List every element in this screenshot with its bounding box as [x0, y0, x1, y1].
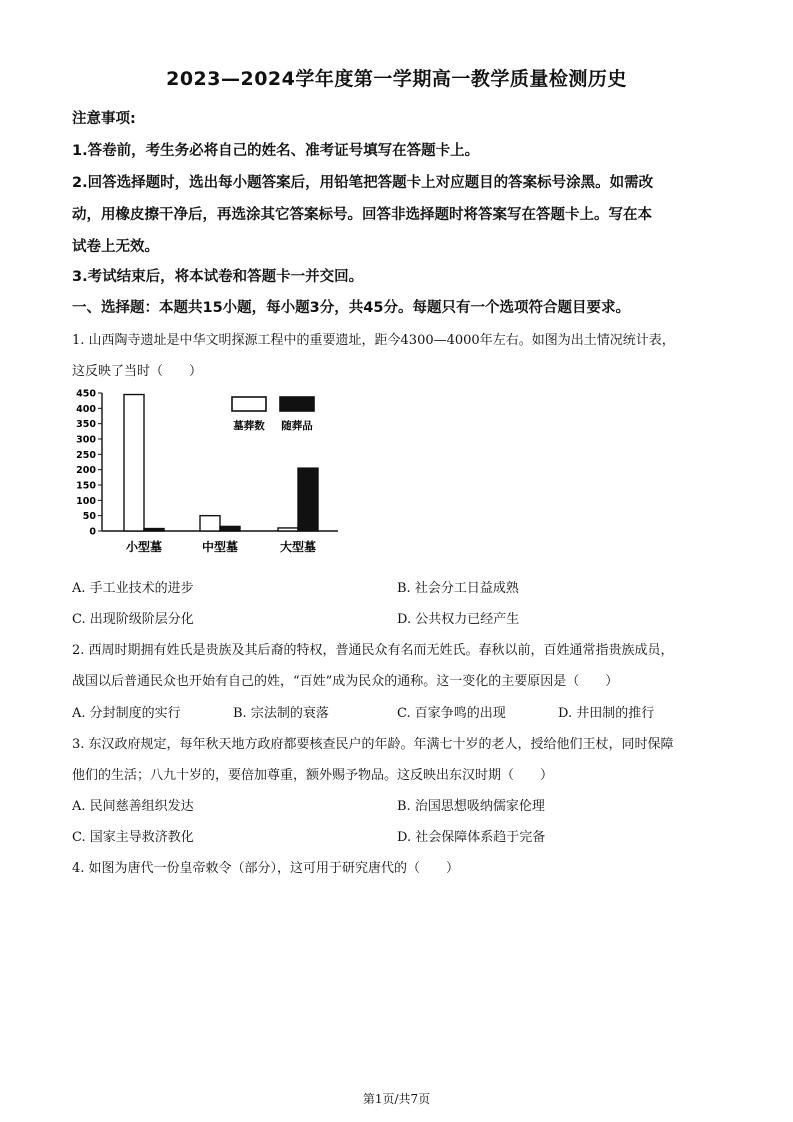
- question-1-text-cont: 这反映了当时（ ）: [72, 364, 203, 379]
- page-title: 2023—2024学年度第一学期高一教学质量检测历史: [166, 68, 627, 90]
- question-3-text-cont: 他们的生活；八九十岁的，要倍加尊重，额外赐予物品。这反映出东汉时期（ ）: [72, 768, 554, 783]
- burial-chart: [68, 383, 358, 563]
- y-tick-label: 250: [76, 449, 96, 461]
- notice-item: 3.考试结束后，将本试卷和答题卡一并交回。: [72, 269, 364, 285]
- notice-item: 2.回答选择题时，选出每小题答案后，用铅笔把答题卡上对应题目的答案标号涂黑。如需改: [72, 175, 654, 191]
- question-3-text: 3. 东汉政府规定，每年秋天地方政府都要核查民户的年龄。年满七十岁的老人，授给他们王杖，同时保障: [72, 737, 674, 752]
- bar-1-0: [200, 516, 220, 531]
- bar-0-1: [144, 529, 164, 531]
- bar-2-0: [278, 528, 298, 531]
- q3-option-b[interactable]: B. 治国思想吸纳儒家伦理: [397, 799, 545, 814]
- q1-option-d[interactable]: D. 公共权力已经产生: [397, 612, 520, 627]
- bars: [124, 395, 318, 531]
- y-tick-label: 450: [76, 388, 96, 400]
- notice-heading: 注意事项:: [72, 111, 136, 127]
- y-tick-label: 350: [76, 419, 96, 431]
- question-1-text: 1. 山西陶寺遗址是中华文明探源工程中的重要遗址，距今4300—4000年左右。如图为出土情况统计表，: [72, 333, 675, 348]
- y-tick-label: 0: [89, 526, 96, 538]
- question-2-text: 2. 西周时期拥有姓氏是贵族及其后裔的特权，普通民众有名而无姓氏。春秋以前，百姓通常指贵族成员，: [72, 643, 674, 658]
- bar-0-0: [124, 395, 144, 531]
- q3-option-c[interactable]: C. 国家主导救济教化: [72, 830, 194, 845]
- y-tick-label: 300: [76, 434, 96, 446]
- notice-item: 试卷上无效。: [72, 239, 159, 255]
- y-tick-label: 150: [76, 480, 96, 492]
- q2-option-b[interactable]: B. 宗法制的衰落: [233, 706, 329, 721]
- category-label: 大型墓: [279, 540, 317, 554]
- bar-1-1: [220, 526, 240, 531]
- section-heading: 一、选择题：本题共15小题，每小题3分，共45分。每题只有一个选项符合题目要求。: [72, 300, 630, 316]
- notice-item: 动，用橡皮擦干净后，再选涂其它答案标号。回答非选择题时将答案写在答题卡上。写在本: [72, 207, 652, 223]
- y-tick-label: 400: [76, 403, 96, 415]
- legend-label: 随葬品: [281, 420, 313, 432]
- q2-option-d[interactable]: D. 井田制的推行: [558, 706, 655, 721]
- y-tick-label: 200: [76, 465, 96, 477]
- legend-swatch-mu-zang-shu: [232, 397, 266, 411]
- legend-label: 墓葬数: [233, 420, 265, 432]
- y-tick-label: 100: [76, 495, 96, 507]
- legend-swatch-sui-zang-pin: [280, 397, 314, 411]
- page-number: 第1页/共7页: [362, 1092, 431, 1106]
- q1-option-b[interactable]: B. 社会分工日益成熟: [397, 581, 519, 596]
- question-2-text-cont: 战国以后普通民众也开始有自己的姓，“百姓”成为民众的通称。这一变化的主要原因是（ ）: [72, 674, 619, 689]
- category-label: 小型墓: [125, 540, 163, 554]
- q1-option-a[interactable]: A. 手工业技术的进步: [72, 581, 194, 596]
- q3-option-d[interactable]: D. 社会保障体系趋于完备: [397, 830, 546, 845]
- category-label: 中型墓: [201, 540, 239, 554]
- q1-option-c[interactable]: C. 出现阶级阶层分化: [72, 612, 194, 627]
- notice-item: 1.答卷前，考生务必将自己的姓名、准考证号填写在答题卡上。: [72, 143, 480, 159]
- question-4-text: 4. 如图为唐代一份皇帝敕令（部分），这可用于研究唐代的（ ）: [72, 861, 460, 876]
- legend: [232, 397, 314, 432]
- q3-option-a[interactable]: A. 民间慈善组织发达: [72, 799, 194, 814]
- bar-2-1: [298, 468, 318, 531]
- q2-option-c[interactable]: C. 百家争鸣的出现: [397, 706, 506, 721]
- q2-option-a[interactable]: A. 分封制度的实行: [72, 706, 181, 721]
- y-tick-label: 50: [82, 511, 96, 523]
- category-labels: [126, 539, 316, 554]
